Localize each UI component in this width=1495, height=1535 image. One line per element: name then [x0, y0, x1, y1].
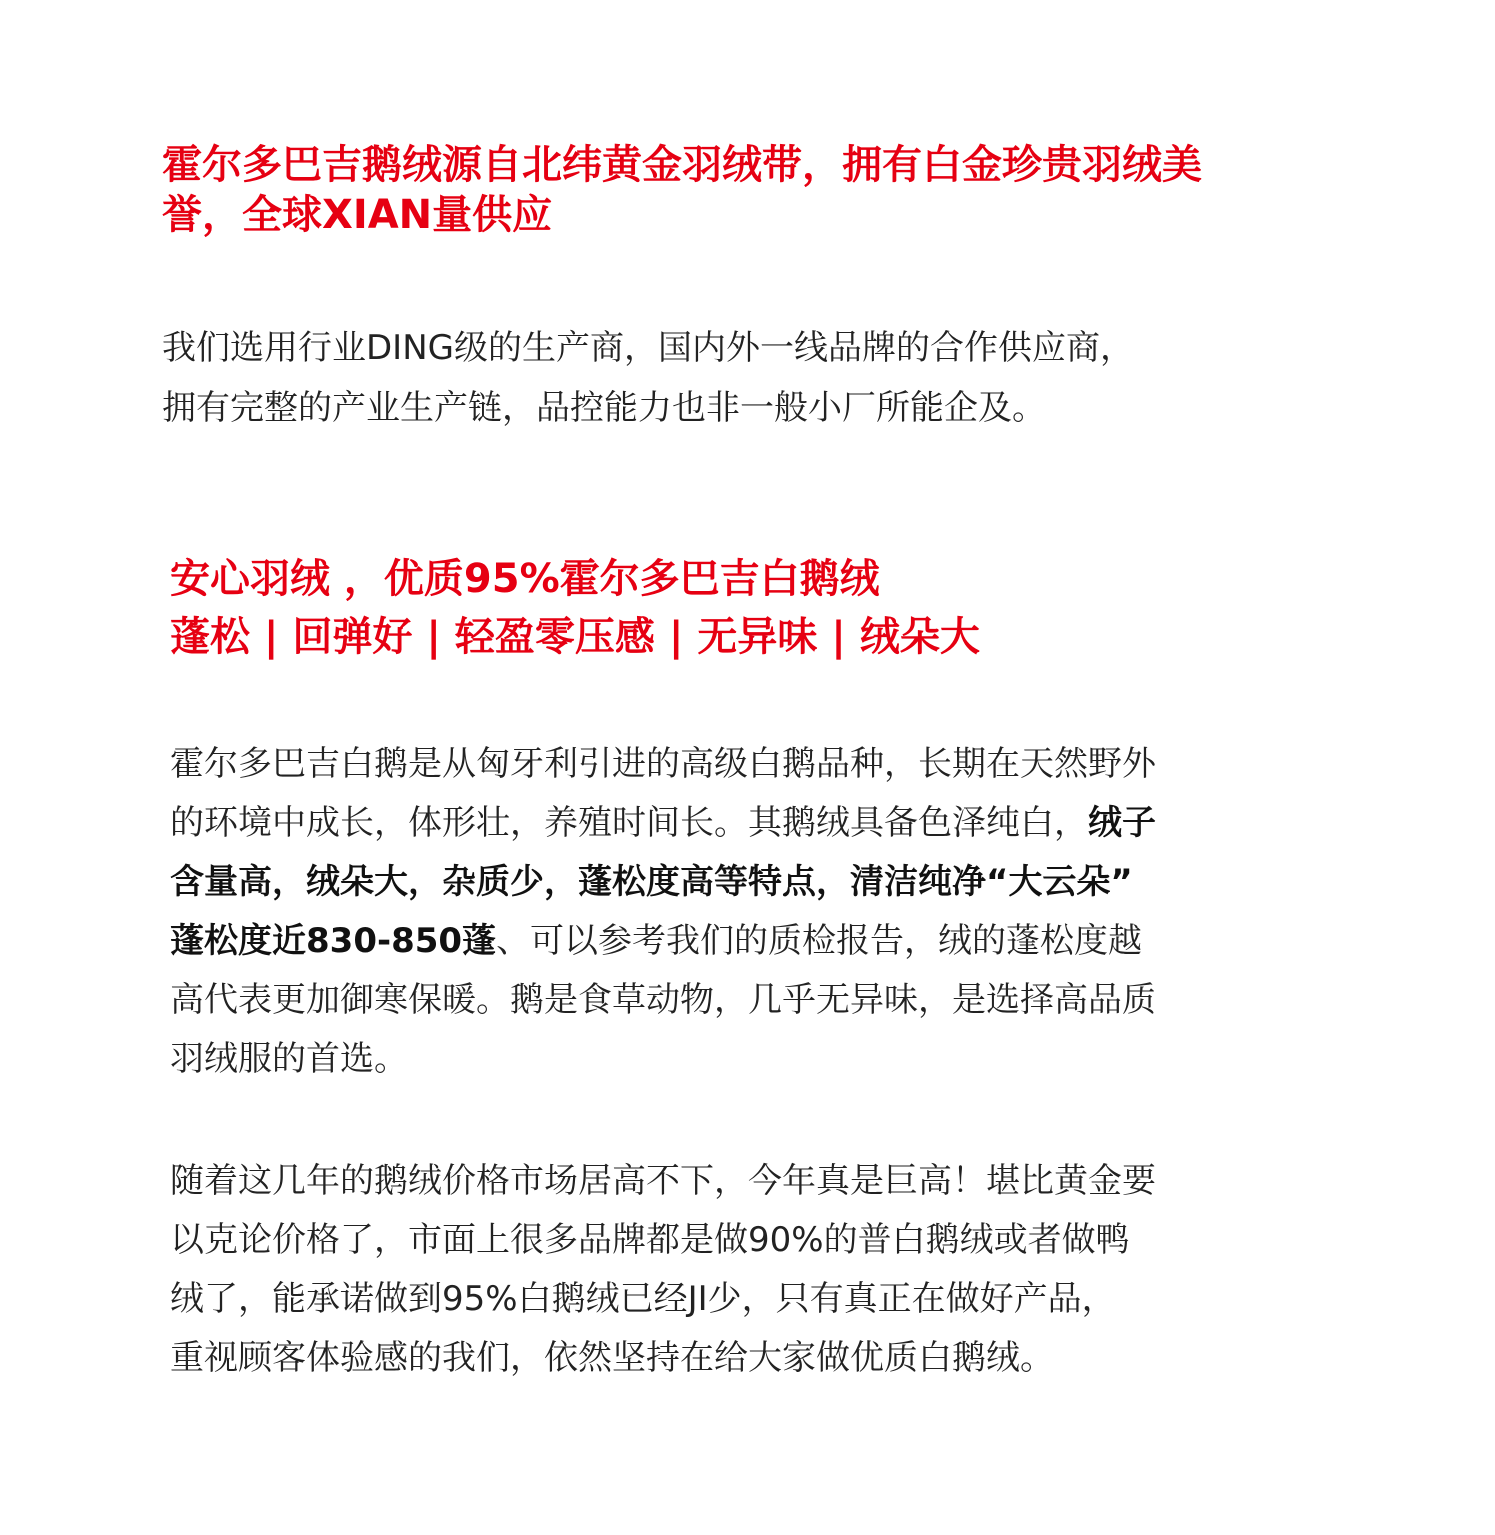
- paragraph-line: 随着这几年的鹅绒价格市场居高不下，今年真是巨高！堪比黄金要: [170, 1161, 1156, 1201]
- paragraph-line: 霍尔多巴吉白鹅是从匈牙利引进的高级白鹅品种，长期在天然野外: [170, 744, 1156, 784]
- section1-title-line: 霍尔多巴吉鹅绒源自北纬黄金羽绒带，拥有白金珍贵羽绒美: [162, 142, 1202, 188]
- highlight-text: 含量高，绒朵大，杂质少，蓬松度高等特点，清洁纯净“大云朵”: [170, 862, 1133, 902]
- paragraph-text: 的环境中成长，体形壮，养殖时间长。其鹅绒具备色泽纯白，: [170, 803, 1088, 843]
- paragraph-line: 羽绒服的首选。: [170, 1039, 408, 1079]
- section3-body-paragraph: [170, 1152, 1156, 1388]
- highlight-text: 蓬松度近830-850蓬: [170, 921, 497, 961]
- section1-body-paragraph: [162, 318, 1134, 438]
- paragraph-line: 高代表更加御寒保暖。鹅是食草动物，几乎无异味，是选择高品质: [170, 980, 1156, 1020]
- section2-title: [170, 550, 980, 666]
- paragraph-line: 以克论价格了，市面上很多品牌都是做90%的普白鹅绒或者做鸭: [170, 1220, 1130, 1260]
- paragraph-line: 拥有完整的产业生产链，品控能力也非一般小厂所能企及。: [162, 388, 1046, 428]
- section1-title-line: 誉，全球XIAN量供应: [162, 192, 553, 238]
- paragraph-line: 我们选用行业DING级的生产商，国内外一线品牌的合作供应商，: [162, 328, 1134, 368]
- paragraph-line: 绒了，能承诺做到95%白鹅绒已经JI少，只有真正在做好产品，: [170, 1279, 1116, 1319]
- section2-body-paragraph: [170, 735, 1156, 1089]
- paragraph-line: [170, 794, 1156, 853]
- section1-title: [162, 140, 1202, 240]
- section2-title-line: 安心羽绒 ，优质95%霍尔多巴吉白鹅绒: [170, 556, 880, 602]
- section2-feature-list: 蓬松 | 回弹好 | 轻盈零压感 | 无异味 | 绒朵大: [170, 614, 980, 660]
- paragraph-line: 重视顾客体验感的我们，依然坚持在给大家做优质白鹅绒。: [170, 1338, 1054, 1378]
- paragraph-line: [170, 912, 1156, 971]
- paragraph-text: 、可以参考我们的质检报告，绒的蓬松度越: [496, 921, 1143, 961]
- highlight-text: 绒子: [1088, 803, 1156, 843]
